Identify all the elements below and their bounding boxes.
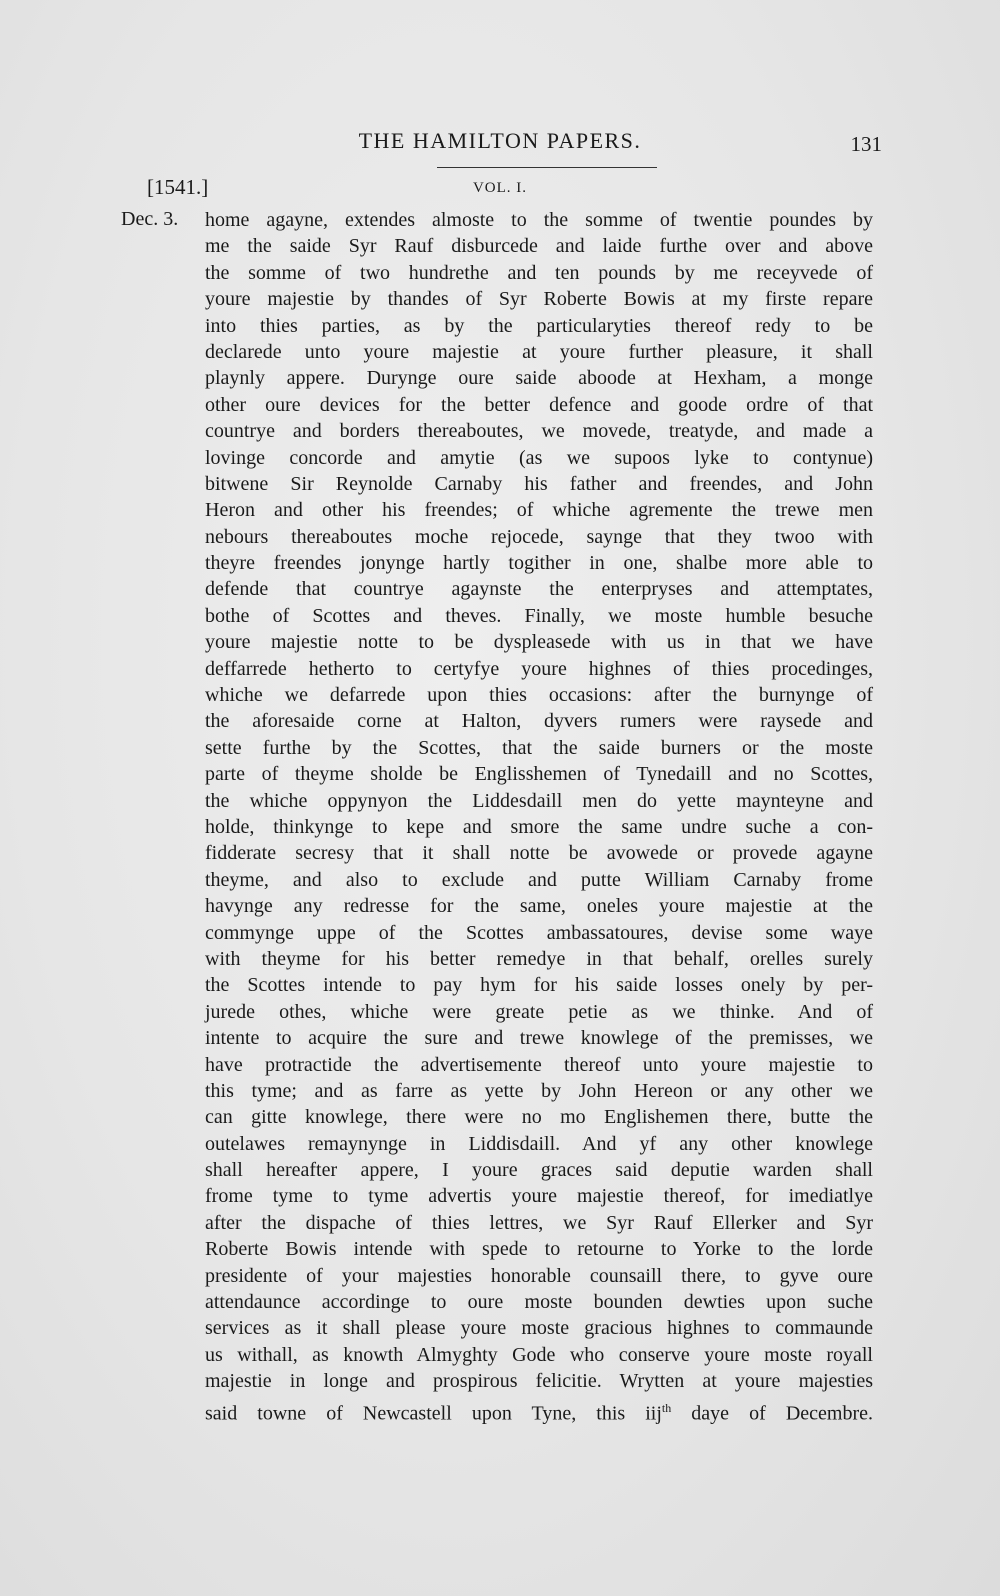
text-line: presidente of your majesties honorable counsaill there, to gyve oure <box>205 1264 873 1287</box>
text-line: after the dispache of thies lettres, we Syr Rauf Ellerker and Syr <box>205 1211 873 1234</box>
text-line: Roberte Bowis intende with spede to retourne to Yorke to the lorde <box>205 1238 873 1261</box>
closing-text-start: said towne of Newcastell upon Tyne, this iij <box>205 1402 662 1425</box>
text-line: the somme of two hundrethe and ten pounds by me receyvede of <box>205 261 873 284</box>
text-line: sette furthe by the Scottes, that the saide burners or the moste <box>205 736 873 759</box>
text-line: the Scottes intende to pay hym for his saide losses onely by per- <box>205 974 873 997</box>
text-line: services as it shall please youre moste gracious highnes to commaunde <box>205 1317 873 1340</box>
text-line: this tyme; and as farre as yette by John Hereon or any other we <box>205 1079 873 1102</box>
text-line: bothe of Scottes and theves. Finally, we moste humble besuche <box>205 604 873 627</box>
text-line: the aforesaide corne at Halton, dyvers rumers were raysede and <box>205 710 873 733</box>
text-line: parte of theyme sholde be Englisshemen of Tynedaill and no Scottes, <box>205 763 873 786</box>
margin-date: Dec. 3. <box>121 208 179 230</box>
running-title: THE HAMILTON PAPERS. <box>358 128 642 153</box>
text-line: jurede othes, whiche were greate petie as we thinke. And of <box>205 1000 873 1023</box>
text-line: holde, thinkynge to kepe and smore the same undre suche a con- <box>205 815 873 838</box>
text-line: outelawes remaynynge in Liddisdaill. And yf any other knowlege <box>205 1132 873 1155</box>
closing-line <box>205 1395 873 1425</box>
text-line: me the saide Syr Rauf disburcede and laide furthe over and above <box>205 235 873 258</box>
text-line: defende that countrye agaynste the enterpryses and attemptates, <box>205 578 873 601</box>
text-line: Heron and other his freendes; of whiche agremente the trewe men <box>205 499 873 522</box>
text-line: fidderate secresy that it shall notte be avowede or provede agayne <box>205 842 873 865</box>
text-line: shall hereafter appere, I youre graces said deputie warden shall <box>205 1159 873 1182</box>
text-line: commynge uppe of the Scottes ambassatoures, devise some waye <box>205 921 873 944</box>
volume-label: VOL. I. <box>472 180 528 196</box>
text-line: frome tyme to tyme advertis youre majestie thereof, for imediatlye <box>205 1185 873 1208</box>
text-line: have protractide the advertisemente thereof unto youre majestie to <box>205 1053 873 1076</box>
closing-text-end: daye of Decembre. <box>671 1402 873 1425</box>
text-line: the whiche oppynyon the Liddesdaill men do yette maynteyne and <box>205 789 873 812</box>
text-line: havynge any redresse for the same, oneles youre majestie at the <box>205 895 873 918</box>
letter-body <box>205 207 873 1425</box>
title-rule <box>437 167 657 168</box>
text-line: intente to acquire the sure and trewe knowlege of the premisses, we <box>205 1027 873 1050</box>
text-line: whiche we defarrede upon thies occasions: after the burnynge of <box>205 684 873 707</box>
year-marker: [1541.] <box>147 175 209 199</box>
text-line: majestie in longe and prospirous felicitie. Wrytten at youre majesties <box>205 1370 873 1393</box>
text-line: other oure devices for the better defence and goode ordre of that <box>205 393 873 416</box>
text-line: attendaunce accordinge to oure moste bounden dewties upon suche <box>205 1291 873 1314</box>
text-line: declarede unto youre majestie at youre further pleasure, it shall <box>205 340 873 363</box>
text-line: theyme, and also to exclude and putte William Carnaby frome <box>205 868 873 891</box>
text-line: home agayne, extendes almoste to the somme of twentie poundes by <box>205 209 873 231</box>
page-number: 131 <box>850 132 882 156</box>
text-line: with theyme for his better remedye in that behalf, orelles surely <box>205 947 873 970</box>
text-line: into thies parties, as by the particularyties thereof redy to be <box>205 314 873 337</box>
text-line: deffarrede hetherto to certyfye youre highnes of thies procedinges, <box>205 657 873 680</box>
text-line: youre majestie by thandes of Syr Roberte Bowis at my firste repare <box>205 288 873 311</box>
text-line: can gitte knowlege, there were no mo Englishemen there, butte the <box>205 1106 873 1129</box>
ordinal-superscript: th <box>661 1400 672 1415</box>
text-line: countrye and borders thereaboutes, we movede, treatyde, and made a <box>205 420 873 443</box>
text-line: playnly appere. Durynge oure saide aboode at Hexham, a monge <box>205 367 873 390</box>
text-line: us withall, as knowth Almyghty Gode who conserve youre moste royall <box>205 1343 873 1366</box>
text-line: bitwene Sir Reynolde Carnaby his father and freendes, and John <box>205 472 873 495</box>
text-line: lovinge concorde and amytie (as we supoos lyke to contynue) <box>205 446 873 469</box>
text-line: theyre freendes jonynge hartly togither in one, shalbe more able to <box>205 552 873 575</box>
text-line: youre majestie notte to be dyspleasede with us in that we have <box>205 631 873 654</box>
text-line: nebours thereaboutes moche rejocede, saynge that they twoo with <box>205 525 873 548</box>
